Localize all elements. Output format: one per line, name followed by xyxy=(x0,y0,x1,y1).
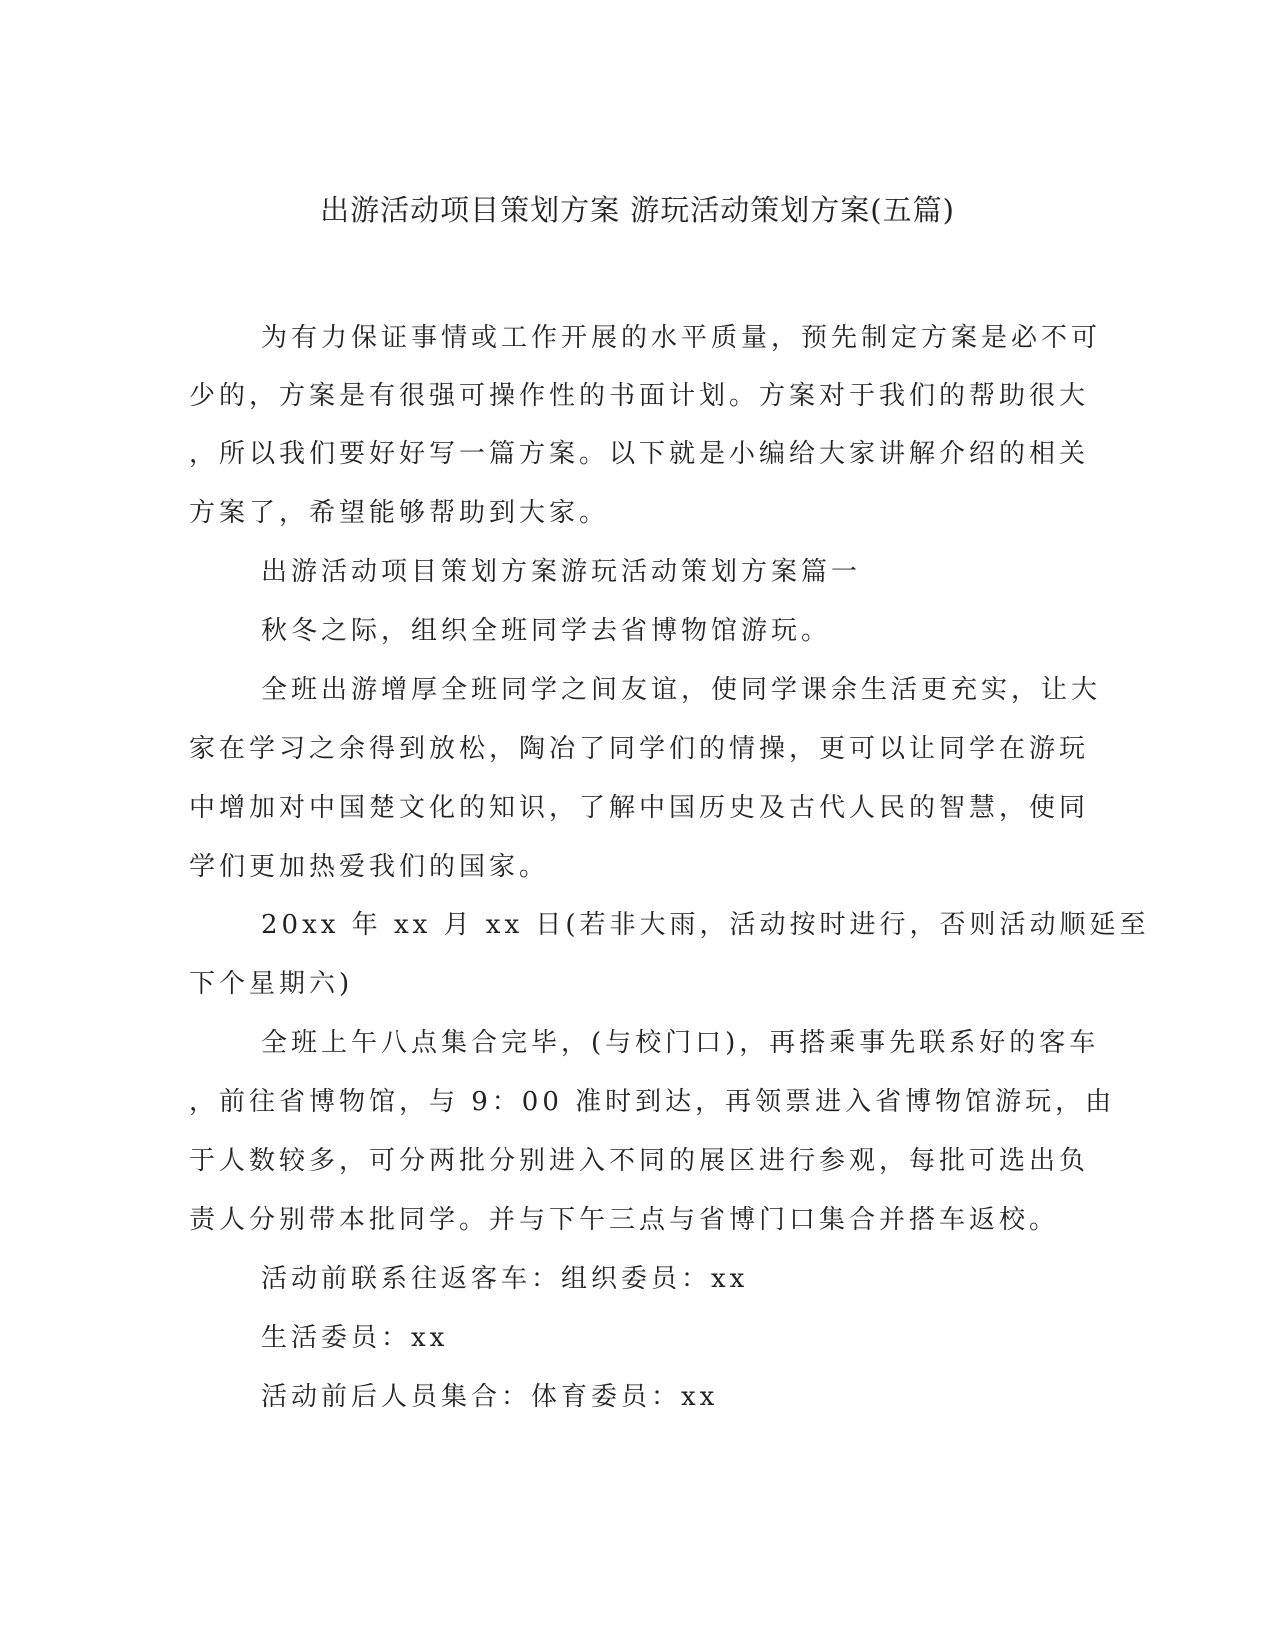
paragraph-line: 中增加对中国楚文化的知识，了解中国历史及古代人民的智慧，使同 xyxy=(189,793,1090,823)
paragraph-line: 下个星期六) xyxy=(189,969,354,999)
paragraph-line: 于人数较多，可分两批分别进入不同的展区进行参观，每批可选出负 xyxy=(189,1146,1090,1176)
paragraph-line: 家在学习之余得到放松，陶冶了同学们的情操，更可以让同学在游玩 xyxy=(189,734,1090,764)
section-heading: 出游活动项目策划方案游玩活动策划方案篇一 xyxy=(261,557,862,587)
paragraph-line: ，前往省博物馆，与 9：00 准时到达，再领票进入省博物馆游玩，由 xyxy=(189,1087,1116,1117)
paragraph-line: 学们更加热爱我们的国家。 xyxy=(189,852,550,882)
paragraph-line: ，所以我们要好好写一篇方案。以下就是小编给大家讲解介绍的相关 xyxy=(189,439,1090,469)
paragraph-line: 全班上午八点集合完毕，(与校门口)，再搭乘事先联系好的客车 xyxy=(261,1028,1100,1058)
paragraph-line: 秋冬之际，组织全班同学去省博物馆游玩。 xyxy=(261,616,832,646)
paragraph-line: 为有力保证事情或工作开展的水平质量，预先制定方案是必不可 xyxy=(261,323,1102,353)
paragraph-line: 活动前后人员集合：体育委员：xx xyxy=(261,1382,719,1412)
paragraph-line: 全班出游增厚全班同学之间友谊，使同学课余生活更充实，让大 xyxy=(261,675,1102,705)
paragraph-line: 少的，方案是有很强可操作性的书面计划。方案对于我们的帮助很大 xyxy=(189,381,1090,411)
document-title: 出游活动项目策划方案 游玩活动策划方案(五篇) xyxy=(320,193,955,227)
paragraph-line: 活动前联系往返客车：组织委员：xx xyxy=(261,1264,749,1294)
paragraph-line: 生活委员：xx xyxy=(261,1323,449,1353)
paragraph-line: 方案了，希望能够帮助到大家。 xyxy=(189,498,610,528)
paragraph-line: 责人分别带本批同学。并与下午三点与省博门口集合并搭车返校。 xyxy=(189,1205,1060,1235)
paragraph-line: 20xx 年 xx 月 xx 日(若非大雨，活动按时进行，否则活动顺延至 xyxy=(261,910,1150,940)
